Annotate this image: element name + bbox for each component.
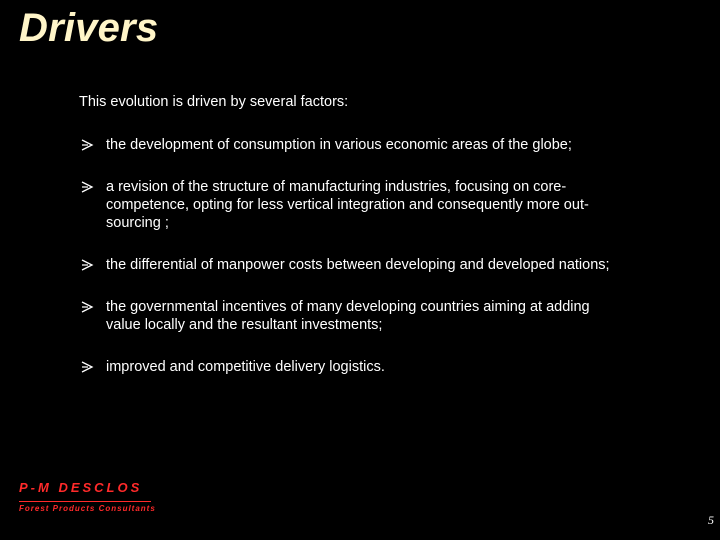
bullet-item xyxy=(80,298,640,334)
bullet-list xyxy=(80,136,640,400)
bullet-text: the governmental incentives of many developing countries aiming at adding value locally and the resultant investments; xyxy=(106,299,590,333)
intro-text: This evolution is driven by several factors: xyxy=(79,94,349,110)
arrow-bullet-icon xyxy=(80,358,94,376)
company-logo xyxy=(19,480,156,513)
bullet-text: the differential of manpower costs between developing and developed nations; xyxy=(106,257,610,273)
bullet-item xyxy=(80,358,640,376)
slide-title: Drivers xyxy=(19,6,159,50)
bullet-item xyxy=(80,136,640,154)
logo-subtitle: Forest Products Consultants xyxy=(19,504,156,513)
bullet-text: improved and competitive delivery logistics. xyxy=(106,359,385,375)
bullet-item xyxy=(80,256,640,274)
arrow-bullet-icon xyxy=(80,256,94,274)
arrow-bullet-icon xyxy=(80,298,94,316)
page-number: 5 xyxy=(708,513,714,527)
arrow-bullet-icon xyxy=(80,136,94,154)
arrow-bullet-icon xyxy=(80,178,94,196)
bullet-text: the development of consumption in various economic areas of the globe; xyxy=(106,137,572,153)
bullet-item xyxy=(80,178,640,232)
bullet-text: a revision of the structure of manufacturing industries, focusing on core-competence, opting for less vertical integration and consequently more out-sourcing ; xyxy=(106,179,589,231)
logo-rule xyxy=(19,501,151,502)
logo-name: P-M DESCLOS xyxy=(19,480,143,495)
